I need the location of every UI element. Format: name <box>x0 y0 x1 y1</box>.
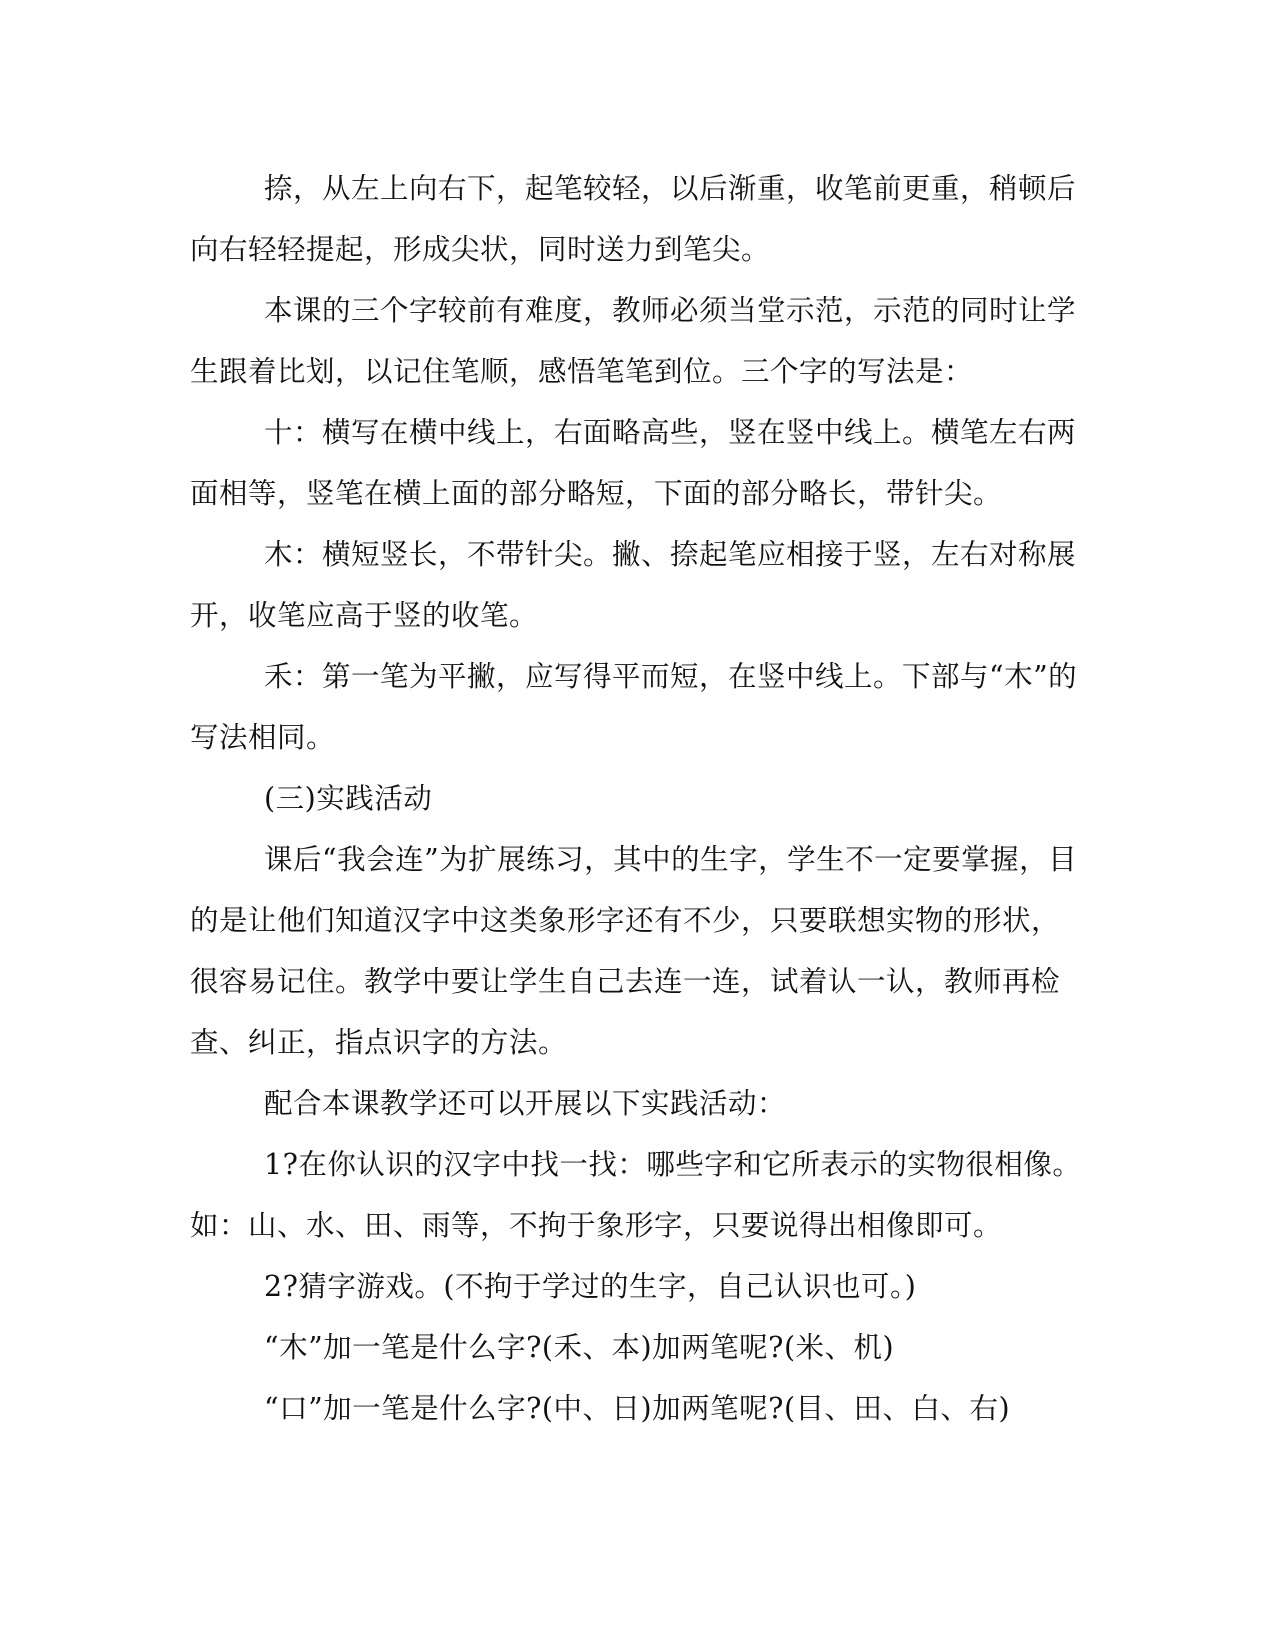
body-text <box>190 158 1080 1439</box>
text-line: 生跟着比划，以记住笔顺，感悟笔笔到位。三个字的写法是： <box>190 355 974 388</box>
text-line: 查、纠正，指点识字的方法。 <box>190 1026 568 1059</box>
text-line: 木：横短竖长，不带针尖。撇、捺起笔应相接于竖，左右对称展 <box>264 538 1077 571</box>
section-heading: (三)实践活动 <box>264 782 433 815</box>
list-item: 1?在你认识的汉字中找一找：哪些字和它所表示的实物很相像。 <box>264 1148 1082 1181</box>
text-line: “木”加一笔是什么字?(禾、本)加两笔呢?(米、机) <box>264 1331 895 1364</box>
text-line: 如：山、水、田、雨等，不拘于象形字，只要说得出相像即可。 <box>190 1209 1003 1242</box>
list-item: 2?猜字游戏。(不拘于学过的生字，自己认识也可。) <box>264 1270 917 1303</box>
text-line: 捺，从左上向右下，起笔较轻，以后渐重，收笔前更重，稍顿后 <box>264 172 1077 205</box>
text-line: 开，收笔应高于竖的收笔。 <box>190 599 539 632</box>
text-line: 课后“我会连”为扩展练习，其中的生字，学生不一定要掌握，目 <box>264 843 1078 876</box>
text-line: “口”加一笔是什么字?(中、日)加两笔呢?(目、田、白、右) <box>264 1392 1011 1425</box>
text-line: 向右轻轻提起，形成尖状，同时送力到笔尖。 <box>190 233 771 266</box>
text-line: 禾：第一笔为平撇，应写得平而短，在竖中线上。下部与“木”的 <box>264 660 1078 693</box>
text-line: 十：横写在横中线上，右面略高些，竖在竖中线上。横笔左右两 <box>264 416 1077 449</box>
text-line: 的是让他们知道汉字中这类象形字还有不少，只要联想实物的形状， <box>190 904 1061 937</box>
text-line: 写法相同。 <box>190 721 336 754</box>
text-line: 本课的三个字较前有难度，教师必须当堂示范，示范的同时让学 <box>264 294 1077 327</box>
text-line: 配合本课教学还可以开展以下实践活动： <box>264 1087 787 1120</box>
text-line: 面相等，竖笔在横上面的部分略短，下面的部分略长，带针尖。 <box>190 477 1003 510</box>
text-line: 很容易记住。教学中要让学生自己去连一连，试着认一认，教师再检 <box>190 965 1061 998</box>
